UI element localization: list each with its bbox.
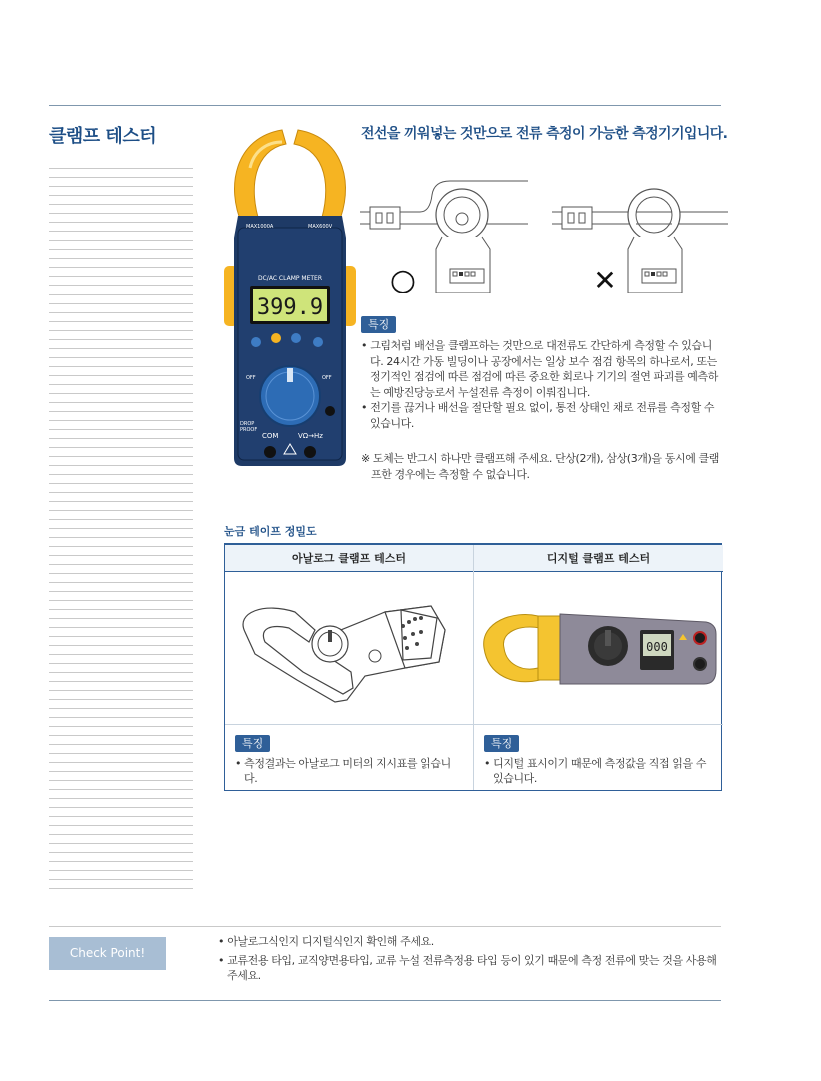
- checkpoint-item: • 교류전용 타입, 교직양면용타입, 교류 누설 전류측정용 타입 등이 있기 때문에 측정 전류에 맞는 것을 사용해 주세요.: [218, 953, 718, 984]
- analog-clamp-image: [225, 572, 473, 725]
- caution-note: ※ 도체는 반그시 하나만 클램프해 주세요. 단상(2개), 삼상(3개)을 동시에 클램프한 경우에는 측정할 수 없습니다.: [361, 452, 719, 481]
- max-current-label: MAX1000A: [246, 224, 274, 230]
- top-divider: [49, 105, 721, 106]
- digital-display: 000: [646, 640, 668, 654]
- correct-mark-icon: ○: [389, 263, 417, 293]
- com-label: COM: [262, 432, 279, 440]
- digital-desc-text: • 디지털 표시이기 때문에 측정값을 직접 읽을 수 있습니다.: [484, 757, 707, 785]
- off-right-label: OFF: [322, 375, 332, 381]
- headline: 전선을 끼워넣는 것만으로 전류 측정이 가능한 측정기기입니다.: [361, 126, 728, 142]
- clamp-meter-illustration: [224, 128, 356, 468]
- digital-column: [474, 545, 723, 790]
- comparison-table: [224, 543, 722, 791]
- proof-label: PROOF: [240, 427, 258, 433]
- analog-desc-text: • 측정결과는 아날로그 미터의 지시표를 읽습니다.: [235, 757, 451, 785]
- digital-clamp-image: [474, 572, 723, 725]
- digital-header: 디지털 클램프 테스터: [474, 545, 723, 572]
- checkpoint-label: Check Point!: [49, 937, 166, 970]
- digital-feature-badge: 특징: [484, 735, 519, 752]
- feature-list: [361, 338, 721, 431]
- bottom-divider: [49, 1000, 721, 1001]
- feature-item: • 전기를 끊거나 배선을 절단할 필요 없이, 통전 상태인 채로 전류를 측정할 수 있습니다.: [361, 400, 721, 431]
- feature-badge: 특징: [361, 316, 396, 333]
- analog-column: [225, 545, 474, 790]
- off-left-label: OFF: [246, 375, 256, 381]
- analog-description: [225, 725, 473, 786]
- checkpoint-item: • 아날로그식인지 디지털식인지 확인해 주세요.: [218, 934, 718, 950]
- drop-label: DROP: [240, 421, 255, 427]
- checkpoint-list: [218, 934, 718, 987]
- feature-item: • 그림처럼 배선을 클램프하는 것만으로 대전류도 간단하게 측정할 수 있습니다. 24시간 가동 빌딩이나 공장에서는 일상 보수 점검 항목의 하나로서, 또는 정기적인 점검에 따른 점검에 따른 중요한 회로나 기기의 절연 파괴를 예측하는 예방진당능로서 누설전류 측정이 이뤄집니다.: [361, 338, 721, 400]
- analog-feature-badge: 특징: [235, 735, 270, 752]
- meter-brand: DC/AC CLAMP METER: [258, 275, 322, 282]
- sidebar-lines: [49, 168, 193, 896]
- meter-display: 399.9: [256, 295, 324, 320]
- voltage-ohm-label: VΩ→Hz: [298, 432, 323, 440]
- wrong-clamp-diagram: [552, 175, 728, 293]
- analog-header: 아날로그 클램프 테스터: [225, 545, 473, 572]
- wrong-mark-icon: ✕: [593, 264, 617, 293]
- checkpoint-divider: [49, 926, 721, 927]
- page-title: 클램프 테스터: [49, 126, 157, 147]
- digital-description: [474, 725, 723, 786]
- correct-clamp-diagram: [360, 175, 536, 293]
- section-title: 눈금 테이프 정밀도: [224, 525, 317, 538]
- max-voltage-label: MAX600V: [308, 224, 333, 230]
